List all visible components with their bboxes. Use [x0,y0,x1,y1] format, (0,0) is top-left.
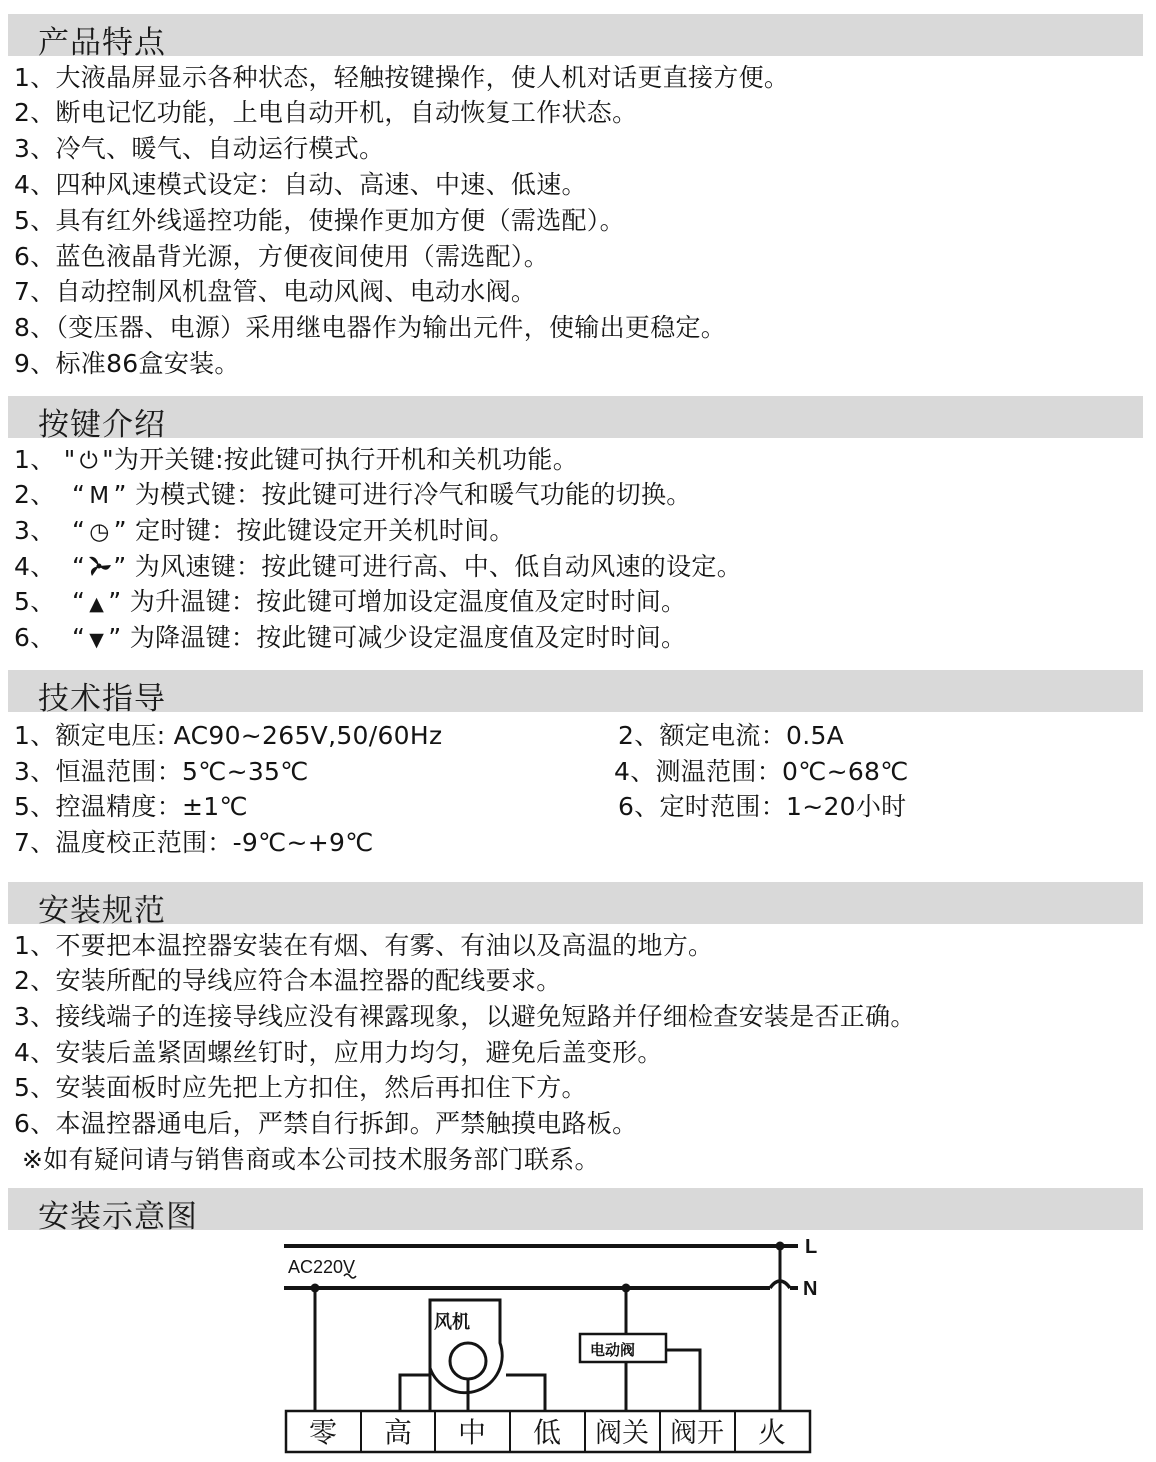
fan-label: 风机 [434,1312,470,1333]
tech-item: 4、测温范围：0℃~68℃ [614,757,909,786]
item-number: 5、 [14,587,56,616]
section-header-install [8,882,1143,929]
fan-icon [85,553,113,579]
key-desc: 为升温键：按此键可增加设定温度值及定时时间。 [121,587,687,616]
tech-item: 5、控温精度：±1℃ [14,792,248,821]
terminal-high: 高 [383,1416,413,1449]
quote-open: “ [72,587,86,616]
feature-item: 1、大液晶屏显示各种状态，轻触按键操作，使人机对话更直接方便。 [14,63,790,92]
tech-item: 6、定时范围：1~20小时 [618,792,907,821]
section-header-keys [8,396,1143,443]
install-item: 4、安装后盖紧固螺丝钉时，应用力均匀，避免后盖变形。 [14,1038,663,1067]
section-title: 按键介绍 [38,407,166,443]
section-title: 安装示意图 [38,1199,198,1235]
key-desc: 为风速键：按此键可进行高、中、低自动风速的设定。 [126,552,742,581]
key-desc: 为开关键:按此键可执行开机和关机功能。 [113,445,578,474]
section-header-features [8,14,1143,61]
item-number: 4、 [14,552,56,581]
item-number: 1、 [14,445,56,474]
quote-close: ” [113,552,127,581]
quote-close: ” [113,516,127,545]
fan-rotor [450,1343,486,1379]
quote-open: “ [72,516,86,545]
section-title: 技术指导 [38,681,166,717]
key-desc: 为降温键：按此键可减少设定温度值及定时时间。 [121,623,687,652]
tech-item: 7、温度校正范围：-9℃~+9℃ [14,828,374,857]
clock-icon: ◷ [89,519,110,545]
key-item-up [14,585,686,621]
key-item-timer [14,514,515,549]
install-item: 6、本温控器通电后，严禁自行拆卸。严禁触摸电路板。 [14,1109,638,1138]
supply-label: AC220V [288,1257,356,1277]
power-icon: ⏻ [79,448,99,474]
tech-item: 3、恒温范围：5℃~35℃ [14,757,309,786]
install-item: 1、不要把本温控器安装在有烟、有雾、有油以及高温的地方。 [14,931,714,960]
terminal-valve-open: 阀开 [670,1418,724,1449]
quote-open: " [55,445,76,474]
quote-open: “ [72,480,86,509]
wiring-diagram [270,1228,830,1460]
line-l-label: L [805,1236,818,1258]
feature-item: 9、标准86盒安装。 [14,349,240,378]
wire-high [400,1375,430,1411]
key-item-mode [14,478,692,513]
terminal-fire: 火 [757,1416,787,1449]
feature-item: 7、自动控制风机盘管、电动风阀、电动水阀。 [14,277,537,306]
item-number: 3、 [14,516,56,545]
quote-close: ” [108,623,122,652]
feature-item: 2、断电记忆功能，上电自动开机，自动恢复工作状态。 [14,98,638,127]
section-title: 产品特点 [38,25,166,61]
feature-item: 4、四种风速模式设定：自动、高速、中速、低速。 [14,170,587,199]
mode-key-label: M [89,483,110,509]
wire-low [506,1375,545,1411]
key-item-power [14,443,578,478]
triangle-up-icon: ▲ [89,593,105,615]
quote-open: “ [72,623,86,652]
key-item-fan [14,550,742,584]
section-title: 安装规范 [38,893,166,929]
section-header-tech [8,670,1143,717]
install-item: 5、安装面板时应先把上方扣住，然后再扣住下方。 [14,1073,587,1102]
section-header-diagram [8,1188,1143,1235]
terminal-mid: 中 [457,1416,487,1449]
feature-item: 6、蓝色液晶背光源，方便夜间使用（需选配）。 [14,242,550,271]
install-item: 2、安装所配的导线应符合本温控器的配线要求。 [14,966,562,995]
wire-valve-open [666,1350,700,1411]
install-item: 3、接线端子的连接导线应没有裸露现象，以避免短路并仔细检查安装是否正确。 [14,1002,916,1031]
terminal-low: 低 [532,1416,562,1449]
quote-open: “ [72,552,86,581]
item-number: 6、 [14,623,56,652]
key-desc: 定时键：按此键设定开关机时间。 [126,516,515,545]
quote-close: ” [113,480,127,509]
feature-item: 5、具有红外线遥控功能，使操作更加方便（需选配）。 [14,206,625,235]
quote-close: ” [108,587,122,616]
line-n-label: N [803,1278,818,1300]
quote-close: " [102,445,114,474]
item-number: 2、 [14,480,56,509]
valve-label: 电动阀 [590,1341,636,1359]
triangle-down-icon: ▼ [89,629,105,651]
terminal-zero: 零 [308,1416,338,1449]
feature-item: 8、（变压器、电源）采用继电器作为输出元件，使输出更稳定。 [14,313,727,342]
key-item-down [14,621,686,657]
tech-item: 2、额定电流：0.5A [618,721,845,750]
install-note: ※如有疑问请与销售商或本公司技术服务部门联系。 [22,1145,600,1174]
key-desc: 为模式键：按此键可进行冷气和暖气功能的切换。 [126,480,692,509]
terminal-valve-close: 阀关 [595,1418,649,1449]
tech-item: 1、额定电压: AC90~265V,50/60Hz [14,721,443,750]
feature-item: 3、冷气、暖气、自动运行模式。 [14,134,385,163]
